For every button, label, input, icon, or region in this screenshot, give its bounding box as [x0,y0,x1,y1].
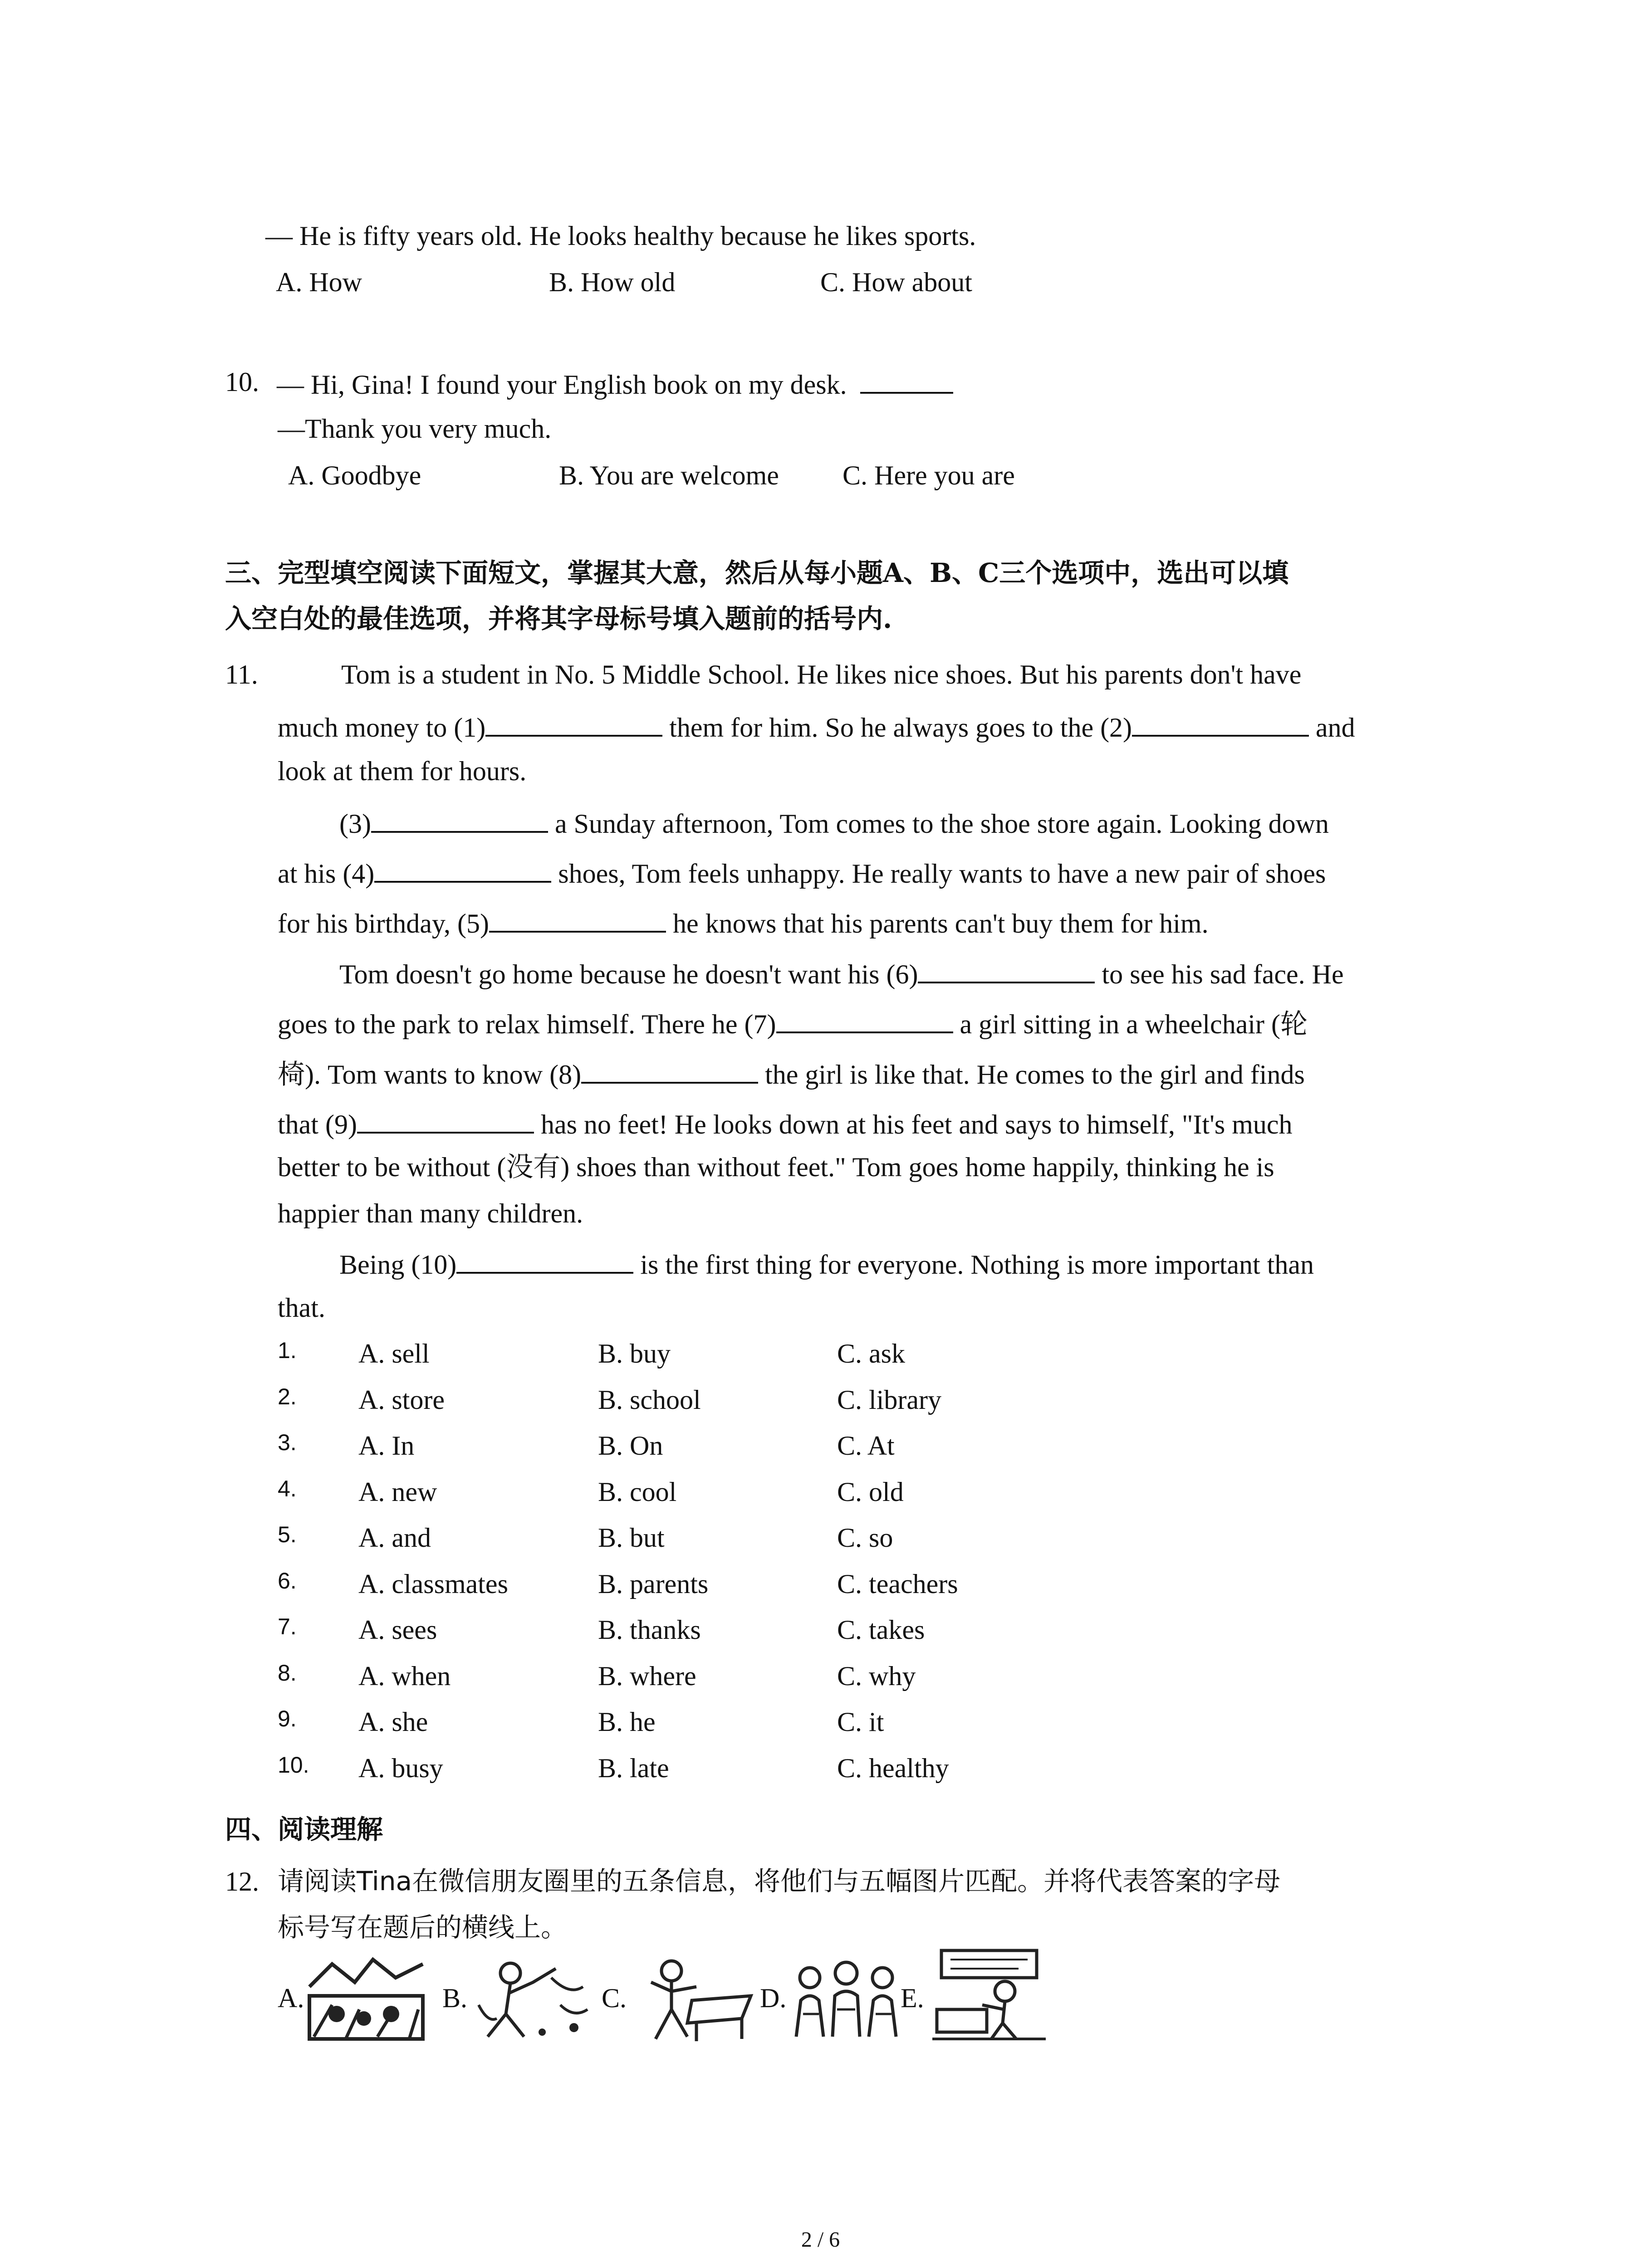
blank-2 [1132,711,1309,737]
choice-number: 7. [278,1614,297,1639]
choice-option-c: C. library [837,1385,941,1415]
choice-option-b: B. parents [598,1569,709,1599]
picture-c-illustration [628,1950,755,2043]
choice-number: 4. [278,1476,297,1501]
blank-6 [918,958,1095,983]
passage-text: and [1309,713,1355,743]
passage-line-2 [278,711,1355,741]
blank-8 [581,1058,758,1084]
passage-text: that (9) [278,1110,357,1139]
passage-line-1: Tom is a student in No. 5 Middle School. He likes nice shoes. But his parents don't have [341,660,1302,689]
passage-line-12: happier than many children. [278,1198,583,1228]
choice-option-b: B. he [598,1707,656,1737]
choice-number: 3. [278,1430,297,1455]
blank-10 [456,1248,633,1274]
choice-option-a: A. new [358,1477,437,1507]
choice-option-b: B. late [598,1753,669,1783]
passage-text: to see his sad face. He [1095,959,1344,989]
q9-answer-line: — He is fifty years old. He looks healthy because he likes sports. [265,221,976,251]
passage-line-11: better to be without (没有) shoes than without feet." Tom goes home happily, thinking he is [278,1152,1274,1182]
choice-option-c: C. old [837,1477,904,1507]
passage-text: the girl is like that. He comes to the girl and finds [758,1060,1305,1090]
section3-heading-line1: 三、完型填空阅读下面短文，掌握其大意，然后从每小题A、B、C三个选项中，选出可以填 [225,557,1289,588]
passage-line-14: that. [278,1293,325,1323]
choice-option-b: B. cool [598,1477,677,1507]
choice-number: 5. [278,1522,297,1547]
passage-line-8 [278,1008,1308,1038]
passage-line-7 [339,958,1344,988]
passage-text: much money to (1) [278,713,486,743]
picture-label-e: E. [901,1983,924,2013]
passage-line-10 [278,1108,1293,1138]
passage-line-3: look at them for hours. [278,756,527,786]
passage-text: a Sunday afternoon, Tom comes to the shoe store again. Looking down [548,809,1329,839]
q10-question [277,368,953,398]
choice-option-a: A. and [358,1523,431,1553]
section3-heading-line2: 入空白处的最佳选项，并将其字母标号填入题前的括号内. [225,603,892,634]
choice-option-a: A. she [358,1707,428,1737]
blank-9 [357,1108,534,1134]
blank-5 [489,907,666,933]
q9-option-c: C. How about [820,267,972,297]
choice-option-a: A. classmates [358,1569,508,1599]
picture-label-b: B. [442,1983,468,2013]
picture-a-illustration [305,1950,432,2043]
q9-option-a: A. How [276,267,362,297]
choice-option-c: C. it [837,1707,884,1737]
choice-number: 6. [278,1568,297,1593]
passage-line-13 [339,1248,1314,1278]
picture-b-illustration [470,1950,597,2043]
choice-option-c: C. so [837,1523,893,1553]
passage-line-9 [278,1058,1305,1088]
picture-e-illustration [928,1946,1050,2039]
choice-option-b: B. school [598,1385,701,1415]
q12-number: 12. [225,1867,259,1897]
choice-option-c: C. teachers [837,1569,958,1599]
passage-text: Being (10) [339,1250,457,1280]
page-number: 2 / 6 [801,2228,840,2252]
q10-answer-blank [860,368,953,394]
choice-number: 9. [278,1706,297,1731]
passage-text: at his (4) [278,859,375,889]
choice-number: 2. [278,1384,297,1409]
choice-number: 1. [278,1338,297,1363]
picture-d-illustration [787,1950,905,2043]
choice-option-a: A. when [358,1661,451,1691]
choice-option-a: A. busy [358,1753,443,1783]
passage-text: for his birthday, (5) [278,909,489,938]
choice-option-c: C. takes [837,1615,925,1645]
choice-option-c: C. ask [837,1339,905,1369]
blank-4 [374,857,551,883]
choice-option-c: C. At [837,1431,895,1461]
picture-label-a: A. [278,1983,304,2013]
choice-option-b: B. but [598,1523,665,1553]
q12-instruction-line1: 请阅读Tina在微信朋友圈里的五条信息，将他们与五幅图片匹配。并将代表答案的字母 [278,1866,1281,1897]
passage-text: 椅). Tom wants to know (8) [278,1060,582,1090]
section4-heading: 四、阅读理解 [225,1814,383,1845]
passage-text: them for him. So he always goes to the (2) [662,713,1132,743]
passage-text: Tom doesn't go home because he doesn't want his (6) [339,959,918,989]
choice-option-a: A. sees [358,1615,437,1645]
passage-line-5 [278,857,1326,887]
passage-text: is the first thing for everyone. Nothing is more important than [633,1250,1314,1280]
q9-option-b: B. How old [549,267,676,297]
passage-line-4 [339,807,1329,837]
choice-option-b: B. On [598,1431,663,1461]
passage-line-6 [278,907,1209,937]
choice-option-b: B. thanks [598,1615,701,1645]
q10-answer-line: —Thank you very much. [278,414,552,444]
q10-option-a: A. Goodbye [288,460,421,490]
choice-number: 8. [278,1660,297,1686]
q10-number: 10. [225,367,259,397]
passage-text: a girl sitting in a wheelchair (轮 [953,1009,1308,1039]
choice-option-a: A. In [358,1431,415,1461]
choice-number: 10. [278,1752,309,1778]
choice-option-c: C. healthy [837,1753,949,1783]
blank-1 [485,711,662,737]
choice-option-c: C. why [837,1661,916,1691]
choice-option-b: B. where [598,1661,696,1691]
passage-text: shoes, Tom feels unhappy. He really wants to have a new pair of shoes [551,859,1326,889]
q10-question-text: — Hi, Gina! I found your English book on my desk. [277,370,847,400]
passage-text: (3) [339,809,371,839]
q10-option-b: B. You are welcome [559,460,779,490]
choice-option-a: A. store [358,1385,445,1415]
picture-label-c: C. [602,1983,627,2013]
passage-text: goes to the park to relax himself. There he (7) [278,1009,776,1039]
passage-text: has no feet! He looks down at his feet and says to himself, "It's much [534,1110,1293,1139]
q12-instruction-line2: 标号写在题后的横线上。 [278,1912,568,1943]
choice-option-b: B. buy [598,1339,671,1369]
passage-text: he knows that his parents can't buy them for him. [666,909,1209,938]
blank-7 [776,1008,953,1033]
q10-option-c: C. Here you are [843,460,1015,490]
q11-number: 11. [225,660,258,689]
blank-3 [371,807,548,833]
choice-option-a: A. sell [358,1339,430,1369]
picture-label-d: D. [760,1983,787,2013]
